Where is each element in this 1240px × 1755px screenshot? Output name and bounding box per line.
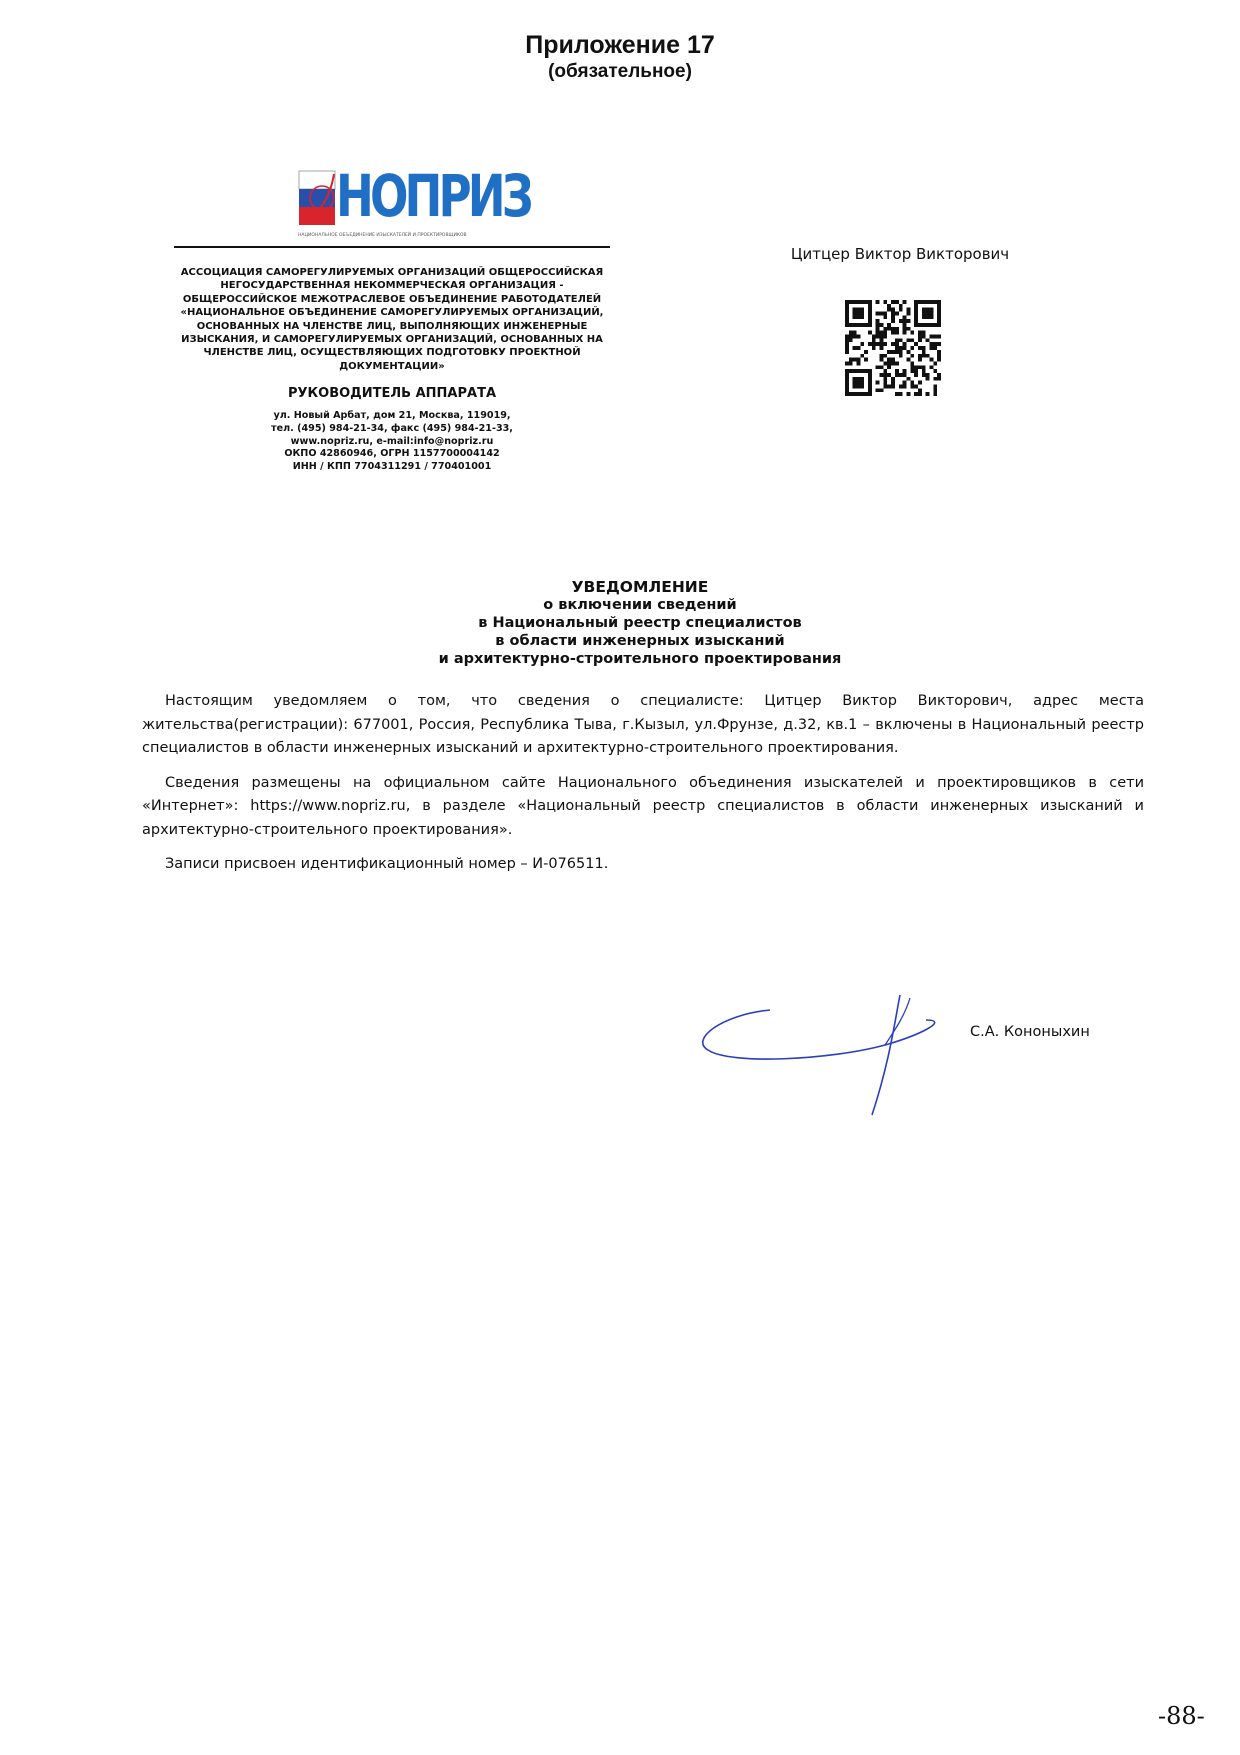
notice-subline: в области инженерных изысканий	[495, 633, 785, 649]
logo-subtitle: НАЦИОНАЛЬНОЕ ОБЪЕДИНЕНИЕ ИЗЫСКАТЕЛЕЙ И ПРОЕКТИРОВЩИКОВ	[298, 233, 467, 238]
logo-wordmark: НОПРИЗ	[336, 162, 530, 230]
qr-code-icon	[845, 300, 941, 396]
organization-role: РУКОВОДИТЕЛЬ АППАРАТА	[287, 386, 497, 401]
nopriz-logo	[298, 162, 530, 242]
notice-title	[340, 578, 940, 668]
page-number: -88-	[1158, 1702, 1205, 1730]
appendix-note: (обязательное)	[548, 61, 692, 82]
appendix-header	[0, 30, 1240, 84]
notice-body	[142, 690, 1144, 888]
appendix-title: Приложение 17	[525, 31, 715, 59]
recipient-name: Цитцер Виктор Викторович	[790, 245, 1010, 263]
signer-name: С.А. Кононыхин	[970, 1024, 1090, 1040]
body-paragraph: Настоящим уведомляем о том, что сведения о специалисте: Цитцер Виктор Викторович, адрес места жительства(регистрации): 677001, Россия, Республика Тыва, г.Кызыл, ул.Фрунзе, д.32, кв.1 – включены в Национальный реестр специалистов в области инженерных изысканий и архитектурно-строительного проектирования.	[142, 693, 1144, 756]
body-paragraph: Записи присвоен идентификационный номер – И-076511.	[165, 856, 609, 872]
notice-heading: УВЕДОМЛЕНИЕ	[571, 578, 709, 596]
flag-emblem-icon	[298, 170, 336, 228]
notice-subline: и архитектурно-строительного проектирования	[438, 651, 842, 667]
header-divider	[174, 246, 610, 248]
organization-name: АССОЦИАЦИЯ САМОРЕГУЛИРУЕМЫХ ОРГАНИЗАЦИЙ ОБЩЕРОССИЙСКАЯ НЕГОСУДАРСТВЕННАЯ НЕКОММЕРЧЕСКАЯ ОРГАНИЗАЦИЯ - ОБЩЕРОССИЙСКОЕ МЕЖОТРАСЛЕВОЕ ОБЪЕДИНЕНИЕ РАБОТОДАТЕЛЕЙ «НАЦИОНАЛЬНОЕ ОБЪЕДИНЕНИЕ САМОРЕГУЛИРУЕМЫХ ОРГАНИЗАЦИЙ, ОСНОВАННЫХ НА ЧЛЕНСТВЕ ЛИЦ, ВЫПОЛНЯЮЩИХ ИНЖЕНЕРНЫЕ ИЗЫСКАНИЯ, И САМОРЕГУЛИРУЕМЫХ ОРГАНИЗАЦИЙ, ОСНОВАННЫХ НА ЧЛЕНСТВЕ ЛИЦ, ОСУЩЕСТВЛЯЮЩИХ ПОДГОТОВКУ ПРОЕКТНОЙ ДОКУМЕНТАЦИИ»	[180, 267, 604, 372]
handwritten-signature	[700, 990, 950, 1120]
body-paragraph: Сведения размещены на официальном сайте Национального объединения изыскателей и проектировщиков в сети «Интернет»: https://www.nopriz.ru, в разделе «Национальный реестр специалистов в области инженерных изысканий и архитектурно-строительного проектирования».	[142, 774, 1144, 838]
notice-subline: о включении сведений	[543, 597, 737, 613]
notice-subline: в Национальный реестр специалистов	[478, 615, 802, 631]
organization-contacts: ул. Новый Арбат, дом 21, Москва, 119019, тел. (495) 984-21-34, факс (495) 984-21-33, www.nopriz.ru, e-mail:info@nopriz.ru ОКПО 42860946, ОГРН 1157700004142 ИНН / КПП 7704311291 / 770401001	[271, 410, 513, 473]
